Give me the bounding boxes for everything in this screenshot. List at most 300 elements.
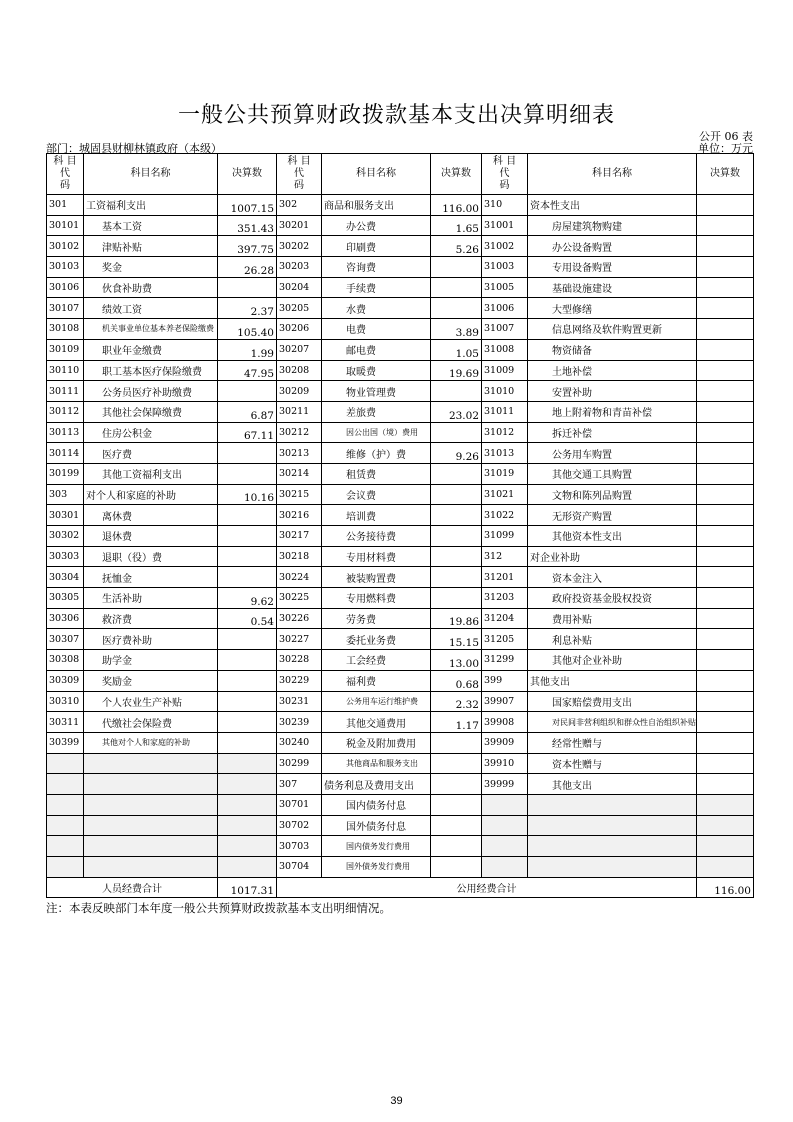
cell-name-1: 伙食补助费 <box>84 277 218 298</box>
table-row <box>47 215 754 236</box>
cell-code-2: 30214 <box>277 463 322 484</box>
cell-name-2: 福利费 <box>322 670 431 691</box>
cell-code-3: 31203 <box>482 588 528 609</box>
cell-code-2: 30215 <box>277 484 322 505</box>
table-row <box>47 298 754 319</box>
cell-code-2: 30299 <box>277 753 322 774</box>
cell-name-3: 拆迁补偿 <box>528 422 697 443</box>
header-amount-2: 决算数 <box>431 154 482 195</box>
cell-code-3: 31002 <box>482 236 528 257</box>
cell-amount-1 <box>218 567 277 588</box>
cell-code-1 <box>47 815 84 836</box>
cell-name-2: 专用燃料费 <box>322 588 431 609</box>
cell-amount-2: 1.65 <box>431 215 482 236</box>
personnel-total-value: 1017.31 <box>218 877 277 898</box>
cell-amount-3 <box>697 857 754 878</box>
cell-name-1 <box>84 815 218 836</box>
table-row <box>47 526 754 547</box>
table-row <box>47 277 754 298</box>
cell-code-3: 39907 <box>482 691 528 712</box>
cell-amount-3 <box>697 753 754 774</box>
cell-amount-2: 19.86 <box>431 608 482 629</box>
cell-code-2: 30211 <box>277 401 322 422</box>
cell-code-1: 30307 <box>47 629 84 650</box>
cell-name-3: 资本性支出 <box>528 195 697 216</box>
cell-code-3: 31006 <box>482 298 528 319</box>
cell-code-1: 30103 <box>47 257 84 278</box>
cell-name-3: 经常性赠与 <box>528 732 697 753</box>
table-row <box>47 836 754 857</box>
cell-amount-1 <box>218 670 277 691</box>
cell-amount-2: 15.15 <box>431 629 482 650</box>
cell-name-2: 国内债务发行费用 <box>322 836 431 857</box>
cell-code-3 <box>482 857 528 878</box>
table-row <box>47 712 754 733</box>
cell-amount-1 <box>218 712 277 733</box>
cell-code-1: 30304 <box>47 567 84 588</box>
cell-code-1: 30199 <box>47 463 84 484</box>
table-row <box>47 567 754 588</box>
cell-amount-3 <box>697 732 754 753</box>
cell-amount-1 <box>218 526 277 547</box>
cell-code-2: 30231 <box>277 691 322 712</box>
cell-amount-2: 0.68 <box>431 670 482 691</box>
totals-row <box>47 877 754 898</box>
cell-amount-1 <box>218 691 277 712</box>
cell-name-1: 职工基本医疗保险缴费 <box>84 360 218 381</box>
cell-code-2: 30212 <box>277 422 322 443</box>
cell-code-3: 31010 <box>482 381 528 402</box>
cell-name-1: 个人农业生产补贴 <box>84 691 218 712</box>
cell-name-2: 差旅费 <box>322 401 431 422</box>
cell-amount-3 <box>697 381 754 402</box>
cell-amount-3 <box>697 588 754 609</box>
cell-code-1: 30109 <box>47 339 84 360</box>
cell-code-1: 30301 <box>47 505 84 526</box>
cell-name-2: 税金及附加费用 <box>322 732 431 753</box>
header-amount-3: 决算数 <box>697 154 754 195</box>
cell-amount-1: 9.62 <box>218 588 277 609</box>
cell-name-3: 对民间非营利组织和群众性自治组织补贴 <box>528 712 697 733</box>
cell-name-2: 印刷费 <box>322 236 431 257</box>
cell-name-2: 国内债务付息 <box>322 794 431 815</box>
header-code-3: 科 目 代 码 <box>482 154 528 195</box>
cell-code-1: 30110 <box>47 360 84 381</box>
cell-code-1: 30308 <box>47 650 84 671</box>
cell-code-2: 30701 <box>277 794 322 815</box>
cell-name-3: 物资储备 <box>528 339 697 360</box>
cell-amount-2: 2.32 <box>431 691 482 712</box>
cell-name-3: 安置补助 <box>528 381 697 402</box>
cell-name-2: 办公费 <box>322 215 431 236</box>
cell-amount-2: 23.02 <box>431 401 482 422</box>
cell-code-3: 31021 <box>482 484 528 505</box>
cell-code-1: 30306 <box>47 608 84 629</box>
cell-amount-2 <box>431 836 482 857</box>
cell-code-2: 307 <box>277 774 322 795</box>
cell-amount-2: 19.69 <box>431 360 482 381</box>
table-row <box>47 339 754 360</box>
cell-name-3: 其他资本性支出 <box>528 526 697 547</box>
cell-amount-2 <box>431 277 482 298</box>
cell-code-1: 30311 <box>47 712 84 733</box>
cell-amount-1 <box>218 443 277 464</box>
cell-amount-3 <box>697 360 754 381</box>
cell-code-3: 31011 <box>482 401 528 422</box>
cell-amount-1 <box>218 836 277 857</box>
cell-code-2: 30229 <box>277 670 322 691</box>
cell-amount-2 <box>431 588 482 609</box>
cell-amount-1 <box>218 815 277 836</box>
cell-amount-2 <box>431 484 482 505</box>
table-row <box>47 236 754 257</box>
cell-amount-2: 1.05 <box>431 339 482 360</box>
cell-amount-3 <box>697 836 754 857</box>
cell-code-2: 30201 <box>277 215 322 236</box>
cell-code-1: 303 <box>47 484 84 505</box>
cell-name-2: 被装购置费 <box>322 567 431 588</box>
cell-amount-2 <box>431 794 482 815</box>
cell-amount-1: 6.87 <box>218 401 277 422</box>
cell-name-2: 专用材料费 <box>322 546 431 567</box>
cell-amount-2 <box>431 505 482 526</box>
cell-code-2: 30213 <box>277 443 322 464</box>
cell-amount-1: 351.43 <box>218 215 277 236</box>
cell-code-1: 30106 <box>47 277 84 298</box>
cell-name-2: 电费 <box>322 319 431 340</box>
cell-name-2: 取暖费 <box>322 360 431 381</box>
cell-amount-1: 1.99 <box>218 339 277 360</box>
cell-code-1: 30310 <box>47 691 84 712</box>
cell-name-1: 医疗费补助 <box>84 629 218 650</box>
cell-code-3: 39910 <box>482 753 528 774</box>
cell-amount-3 <box>697 650 754 671</box>
cell-name-3: 费用补贴 <box>528 608 697 629</box>
cell-amount-1 <box>218 629 277 650</box>
cell-amount-2: 13.00 <box>431 650 482 671</box>
cell-code-3: 310 <box>482 195 528 216</box>
cell-name-2: 债务利息及费用支出 <box>322 774 431 795</box>
cell-code-2: 30202 <box>277 236 322 257</box>
cell-code-2: 30218 <box>277 546 322 567</box>
cell-code-1: 30111 <box>47 381 84 402</box>
cell-name-3: 文物和陈列品购置 <box>528 484 697 505</box>
table-row <box>47 319 754 340</box>
cell-amount-1 <box>218 857 277 878</box>
header-name-3: 科目名称 <box>528 154 697 195</box>
cell-code-1: 30113 <box>47 422 84 443</box>
cell-name-2: 因公出国（境）费用 <box>322 422 431 443</box>
cell-name-3: 基础设施建设 <box>528 277 697 298</box>
cell-amount-1 <box>218 794 277 815</box>
cell-amount-2: 5.26 <box>431 236 482 257</box>
cell-amount-2 <box>431 298 482 319</box>
cell-amount-3 <box>697 277 754 298</box>
table-row <box>47 195 754 216</box>
table-row <box>47 257 754 278</box>
cell-name-3 <box>528 815 697 836</box>
cell-code-3: 31005 <box>482 277 528 298</box>
department-label: 部门：城固县财柳林镇政府（本级） <box>46 142 222 155</box>
cell-amount-2: 1.17 <box>431 712 482 733</box>
cell-amount-3 <box>697 546 754 567</box>
cell-name-1 <box>84 774 218 795</box>
cell-amount-1: 26.28 <box>218 257 277 278</box>
unit-label: 单位：万元 <box>698 142 753 155</box>
cell-amount-3 <box>697 691 754 712</box>
cell-name-3: 专用设备购置 <box>528 257 697 278</box>
cell-code-2: 30208 <box>277 360 322 381</box>
cell-name-1 <box>84 836 218 857</box>
cell-name-2: 邮电费 <box>322 339 431 360</box>
cell-name-1: 医疗费 <box>84 443 218 464</box>
cell-amount-1: 2.37 <box>218 298 277 319</box>
cell-code-2: 30217 <box>277 526 322 547</box>
table-row <box>47 401 754 422</box>
cell-code-1: 30302 <box>47 526 84 547</box>
table-row <box>47 381 754 402</box>
cell-amount-3 <box>697 484 754 505</box>
cell-amount-3 <box>697 236 754 257</box>
cell-name-1: 其他对个人和家庭的补助 <box>84 732 218 753</box>
cell-name-1: 其他社会保障缴费 <box>84 401 218 422</box>
cell-code-3: 31299 <box>482 650 528 671</box>
cell-amount-3 <box>697 774 754 795</box>
table-row <box>47 857 754 878</box>
cell-name-1: 绩效工资 <box>84 298 218 319</box>
cell-code-1: 30107 <box>47 298 84 319</box>
cell-name-1: 机关事业单位基本养老保险缴费 <box>84 319 218 340</box>
cell-name-2: 物业管理费 <box>322 381 431 402</box>
cell-name-3: 无形资产购置 <box>528 505 697 526</box>
header-name-2: 科目名称 <box>322 154 431 195</box>
cell-amount-3 <box>697 298 754 319</box>
cell-name-1: 退职（役）费 <box>84 546 218 567</box>
cell-name-2: 租赁费 <box>322 463 431 484</box>
table-row <box>47 815 754 836</box>
cell-code-1: 30108 <box>47 319 84 340</box>
table-row <box>47 484 754 505</box>
table-row <box>47 753 754 774</box>
cell-amount-2 <box>431 732 482 753</box>
cell-code-3: 31007 <box>482 319 528 340</box>
cell-amount-1: 67.11 <box>218 422 277 443</box>
cell-amount-3 <box>697 712 754 733</box>
cell-name-3 <box>528 794 697 815</box>
cell-code-3 <box>482 836 528 857</box>
public-total-value: 116.00 <box>697 877 754 898</box>
cell-amount-1 <box>218 546 277 567</box>
table-row <box>47 546 754 567</box>
cell-code-1 <box>47 857 84 878</box>
cell-amount-3 <box>697 526 754 547</box>
cell-amount-1: 397.75 <box>218 236 277 257</box>
cell-code-2: 30239 <box>277 712 322 733</box>
cell-name-3: 大型修缮 <box>528 298 697 319</box>
cell-code-2: 30240 <box>277 732 322 753</box>
cell-amount-1 <box>218 732 277 753</box>
cell-code-3: 31204 <box>482 608 528 629</box>
cell-amount-3 <box>697 215 754 236</box>
cell-amount-3 <box>697 463 754 484</box>
cell-code-1: 30102 <box>47 236 84 257</box>
cell-name-1: 抚恤金 <box>84 567 218 588</box>
header-name-1: 科目名称 <box>84 154 218 195</box>
cell-name-1: 对个人和家庭的补助 <box>84 484 218 505</box>
cell-amount-1 <box>218 381 277 402</box>
cell-code-3: 31012 <box>482 422 528 443</box>
cell-code-3: 39908 <box>482 712 528 733</box>
cell-name-2: 商品和服务支出 <box>322 195 431 216</box>
cell-amount-1: 0.54 <box>218 608 277 629</box>
cell-amount-1 <box>218 277 277 298</box>
cell-code-3: 39909 <box>482 732 528 753</box>
public-total-label: 公用经费合计 <box>277 877 697 898</box>
table-header-row <box>47 154 754 195</box>
cell-amount-2 <box>431 774 482 795</box>
cell-code-2: 30204 <box>277 277 322 298</box>
cell-name-1: 奖金 <box>84 257 218 278</box>
cell-amount-3 <box>697 339 754 360</box>
table-row <box>47 794 754 815</box>
cell-code-2: 30203 <box>277 257 322 278</box>
cell-name-3: 地上附着物和青苗补偿 <box>528 401 697 422</box>
table-row <box>47 463 754 484</box>
page-number: 39 <box>390 1095 403 1107</box>
cell-name-2: 培训费 <box>322 505 431 526</box>
cell-code-3: 31009 <box>482 360 528 381</box>
cell-name-1: 住房公积金 <box>84 422 218 443</box>
header-code-1: 科 目 代 码 <box>47 154 84 195</box>
cell-amount-1: 105.40 <box>218 319 277 340</box>
cell-name-2: 劳务费 <box>322 608 431 629</box>
cell-code-2: 30228 <box>277 650 322 671</box>
cell-name-1: 基本工资 <box>84 215 218 236</box>
cell-amount-1 <box>218 505 277 526</box>
cell-code-1: 30101 <box>47 215 84 236</box>
cell-code-1: 30303 <box>47 546 84 567</box>
table-row <box>47 650 754 671</box>
table-row <box>47 588 754 609</box>
cell-amount-1: 47.95 <box>218 360 277 381</box>
cell-code-2: 30702 <box>277 815 322 836</box>
cell-amount-1 <box>218 753 277 774</box>
cell-amount-1 <box>218 650 277 671</box>
cell-code-2: 30206 <box>277 319 322 340</box>
cell-name-1 <box>84 753 218 774</box>
cell-amount-2 <box>431 257 482 278</box>
cell-code-3: 399 <box>482 670 528 691</box>
cell-name-3: 国家赔偿费用支出 <box>528 691 697 712</box>
cell-code-3: 31022 <box>482 505 528 526</box>
cell-name-1: 退休费 <box>84 526 218 547</box>
cell-code-1 <box>47 794 84 815</box>
cell-name-2: 国外债务发行费用 <box>322 857 431 878</box>
table-row <box>47 629 754 650</box>
cell-amount-3 <box>697 319 754 340</box>
cell-amount-2 <box>431 546 482 567</box>
cell-amount-1 <box>218 774 277 795</box>
cell-amount-2 <box>431 753 482 774</box>
personnel-total-label: 人员经费合计 <box>47 877 218 898</box>
cell-code-3: 31099 <box>482 526 528 547</box>
cell-name-2: 手续费 <box>322 277 431 298</box>
cell-name-1: 助学金 <box>84 650 218 671</box>
cell-amount-3 <box>697 670 754 691</box>
cell-amount-2 <box>431 815 482 836</box>
cell-code-1: 301 <box>47 195 84 216</box>
table-row <box>47 670 754 691</box>
cell-amount-3 <box>697 443 754 464</box>
cell-name-2: 咨询费 <box>322 257 431 278</box>
cell-amount-3 <box>697 815 754 836</box>
cell-code-3: 312 <box>482 546 528 567</box>
cell-name-3: 房屋建筑物购建 <box>528 215 697 236</box>
cell-code-2: 30703 <box>277 836 322 857</box>
cell-code-1: 30305 <box>47 588 84 609</box>
cell-code-3: 31019 <box>482 463 528 484</box>
cell-amount-3 <box>697 257 754 278</box>
cell-code-2: 30226 <box>277 608 322 629</box>
cell-code-2: 30225 <box>277 588 322 609</box>
cell-name-1: 代缴社会保险费 <box>84 712 218 733</box>
cell-name-3: 信息网络及软件购置更新 <box>528 319 697 340</box>
table-row <box>47 691 754 712</box>
cell-code-3: 31013 <box>482 443 528 464</box>
cell-name-1 <box>84 794 218 815</box>
cell-name-3 <box>528 857 697 878</box>
cell-code-1 <box>47 753 84 774</box>
cell-name-2: 其他交通费用 <box>322 712 431 733</box>
cell-name-1 <box>84 857 218 878</box>
cell-code-3 <box>482 794 528 815</box>
cell-amount-3 <box>697 195 754 216</box>
cell-code-3: 31003 <box>482 257 528 278</box>
cell-name-3: 其他支出 <box>528 774 697 795</box>
cell-code-3: 31008 <box>482 339 528 360</box>
cell-amount-2 <box>431 567 482 588</box>
table-row <box>47 774 754 795</box>
cell-name-3: 其他对企业补助 <box>528 650 697 671</box>
cell-name-1: 职业年金缴费 <box>84 339 218 360</box>
footnote: 注：本表反映部门本年度一般公共预算财政拨款基本支出明细情况。 <box>46 901 391 915</box>
cell-code-1 <box>47 836 84 857</box>
cell-amount-2 <box>431 526 482 547</box>
cell-name-2: 国外债务付息 <box>322 815 431 836</box>
cell-code-2: 30704 <box>277 857 322 878</box>
cell-amount-3 <box>697 505 754 526</box>
cell-amount-2 <box>431 422 482 443</box>
cell-name-3: 利息补贴 <box>528 629 697 650</box>
cell-code-3: 31205 <box>482 629 528 650</box>
table-row <box>47 732 754 753</box>
table-row <box>47 505 754 526</box>
cell-name-1: 离休费 <box>84 505 218 526</box>
form-code: 公开 06 表 <box>699 130 753 143</box>
cell-amount-3 <box>697 401 754 422</box>
cell-name-1: 生活补助 <box>84 588 218 609</box>
header-amount-1: 决算数 <box>218 154 277 195</box>
cell-code-2: 30227 <box>277 629 322 650</box>
table-row <box>47 422 754 443</box>
cell-name-3 <box>528 836 697 857</box>
cell-code-3: 39999 <box>482 774 528 795</box>
cell-amount-3 <box>697 608 754 629</box>
cell-amount-3 <box>697 422 754 443</box>
cell-name-3: 公务用车购置 <box>528 443 697 464</box>
cell-amount-2 <box>431 857 482 878</box>
cell-amount-3 <box>697 794 754 815</box>
